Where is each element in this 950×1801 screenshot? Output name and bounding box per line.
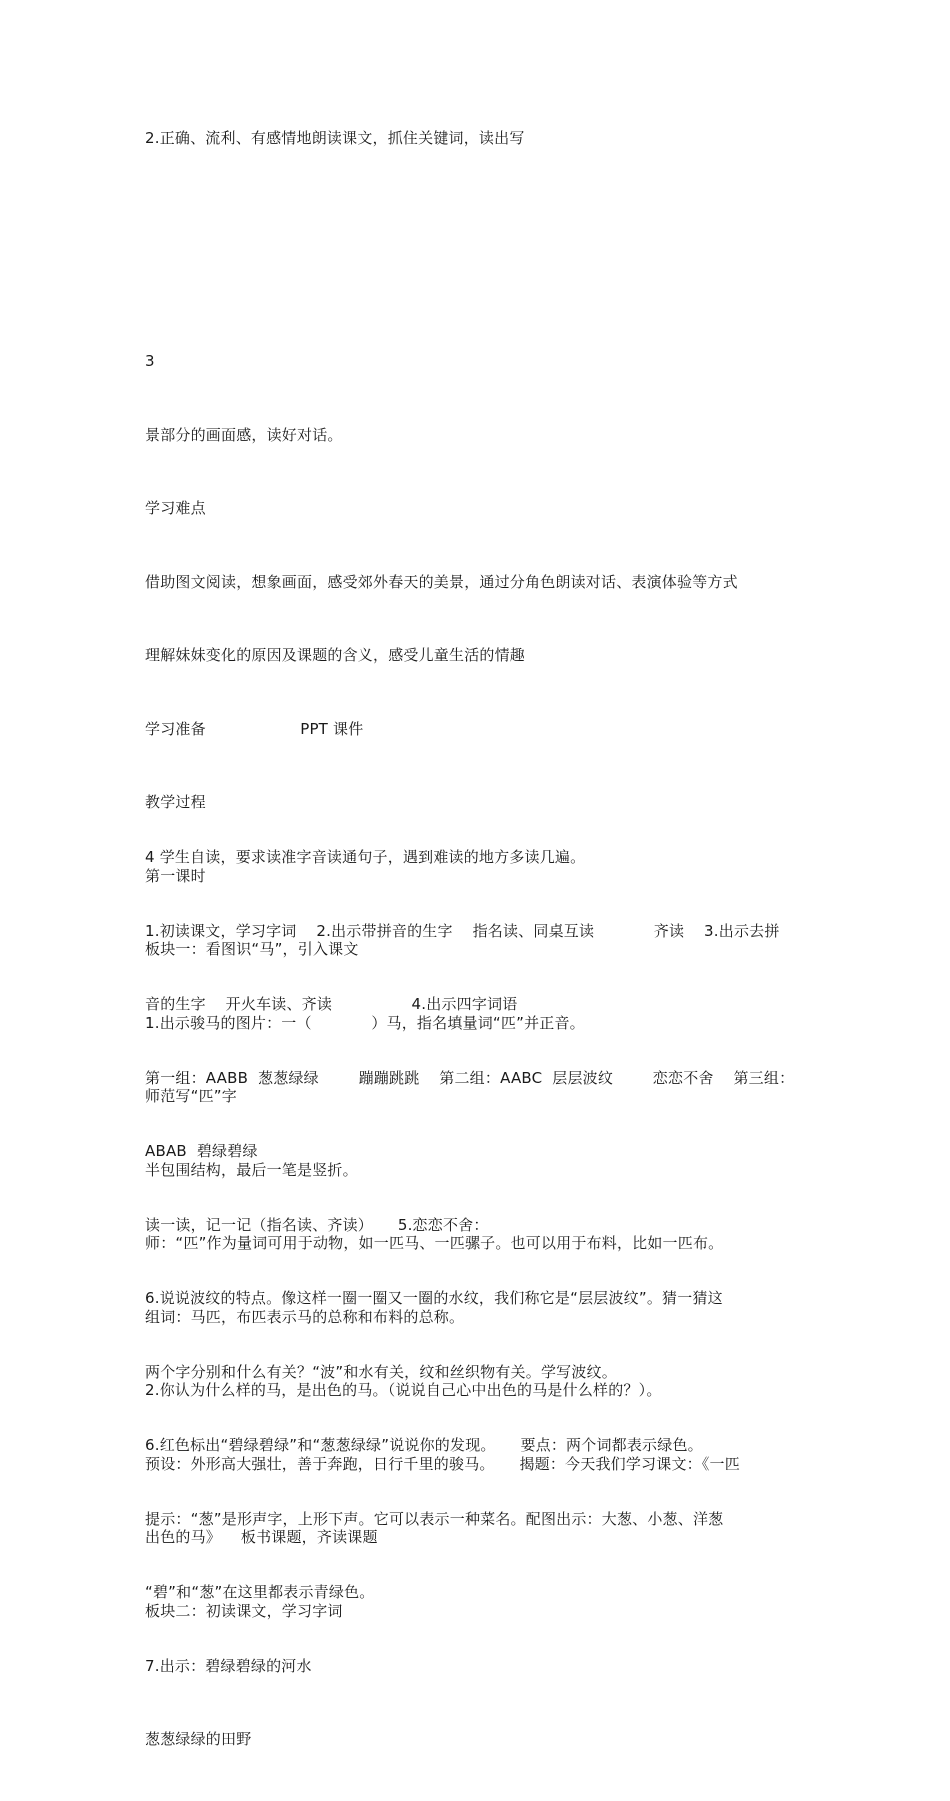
text-line: 借助图文阅读，想象画面，感受郊外春天的美景，通过分角色朗读对话、表演体验等方式 (145, 572, 738, 591)
text-line: 6.红色标出“碧绿碧绿”和“葱葱绿绿”说说你的发现。 要点：两个词都表示绿色。 (145, 1436, 703, 1454)
text-line: 理解妹妹变化的原因及课题的含义，感受儿童生活的情趣 (145, 646, 526, 664)
text-line: 读一读，记一记（指名读、齐读） 5.恋恋不舍： (145, 1215, 489, 1234)
page-number: 3 (145, 352, 155, 370)
module-heading-2: 板块二：初读课文，学习字词 (145, 1601, 343, 1620)
text-line: 师范写“匹”字 (145, 1087, 237, 1105)
text-line: 出色的马》 板书课题，齐读课题 (145, 1528, 378, 1546)
lesson-section-b (145, 796, 810, 1801)
lesson-period-heading: 第一课时 (145, 866, 206, 885)
module-heading-1: 板块一：看图识“马”，引入课文 (145, 940, 359, 958)
word-group-line: ABAB 碧绿碧绿 (145, 1142, 258, 1160)
text-line: 音的生字 开火车读、齐读 4.出示四字词语 (145, 995, 518, 1013)
word-group-line: 第一组：AABB 葱葱绿绿 蹦蹦跳跳 第二组：AABC 层层波纹 恋恋不舍 第三组： (145, 1068, 795, 1087)
text-line: 提示：“葱”是形声字，上形下声。它可以表示一种菜名。配图出示：大葱、小葱、洋葱 (145, 1509, 724, 1528)
objective-line: 2.正确、流利、有感情地朗读课文，抓住关键词，读出写 (145, 129, 525, 147)
text-line: 4 学生自读，要求读准字音读通句子，遇到难读的地方多读几遍。 (145, 848, 586, 866)
text-line: 7.出示：碧绿碧绿的河水 (145, 1656, 312, 1675)
section-heading-preparation: 学习准备 PPT 课件 (145, 719, 364, 738)
text-line: 葱葱绿绿的田野 (145, 1730, 252, 1748)
text-line: 6.说说波纹的特点。像这样一圈一圈又一圈的水纹，我们称它是“层层波纹”。猜一猜这 (145, 1289, 723, 1307)
text-line: 1.初读课文，学习字词 2.出示带拼音的生字 指名读、同桌互读 齐读 3.出示去拼 (145, 921, 780, 940)
text-line: 师：“匹”作为量词可用于动物，如一匹马、一匹骡子。也可以用于布料，比如一匹布。 (145, 1234, 724, 1252)
text-line: 半包围结构，最后一笔是竖折。 (145, 1160, 358, 1179)
text-line: 两个字分别和什么有关？“波”和水有关，纹和丝织物有关。学写波纹。 (145, 1362, 617, 1381)
section-heading-process: 教学过程 (145, 793, 206, 811)
text-line: 预设：外形高大强壮，善于奔跑，日行千里的骏马。 揭题：今天我们学习课文：《一匹 (145, 1454, 740, 1473)
text-line: 1.出示骏马的图片：一（ ）马，指名填量词“匹”并正音。 (145, 1013, 585, 1032)
text-line: “碧”和“葱”在这里都表示青绿色。 (145, 1583, 375, 1601)
text-line: 组词：马匹，布匹表示马的总称和布料的总称。 (145, 1307, 465, 1326)
section-heading-difficulty: 学习难点 (145, 499, 206, 517)
text-line: 2.你认为什么样的马，是出色的马。（说说自己心中出色的马是什么样的？）。 (145, 1381, 662, 1399)
text-line: 景部分的画面感，读好对话。 (145, 425, 343, 444)
